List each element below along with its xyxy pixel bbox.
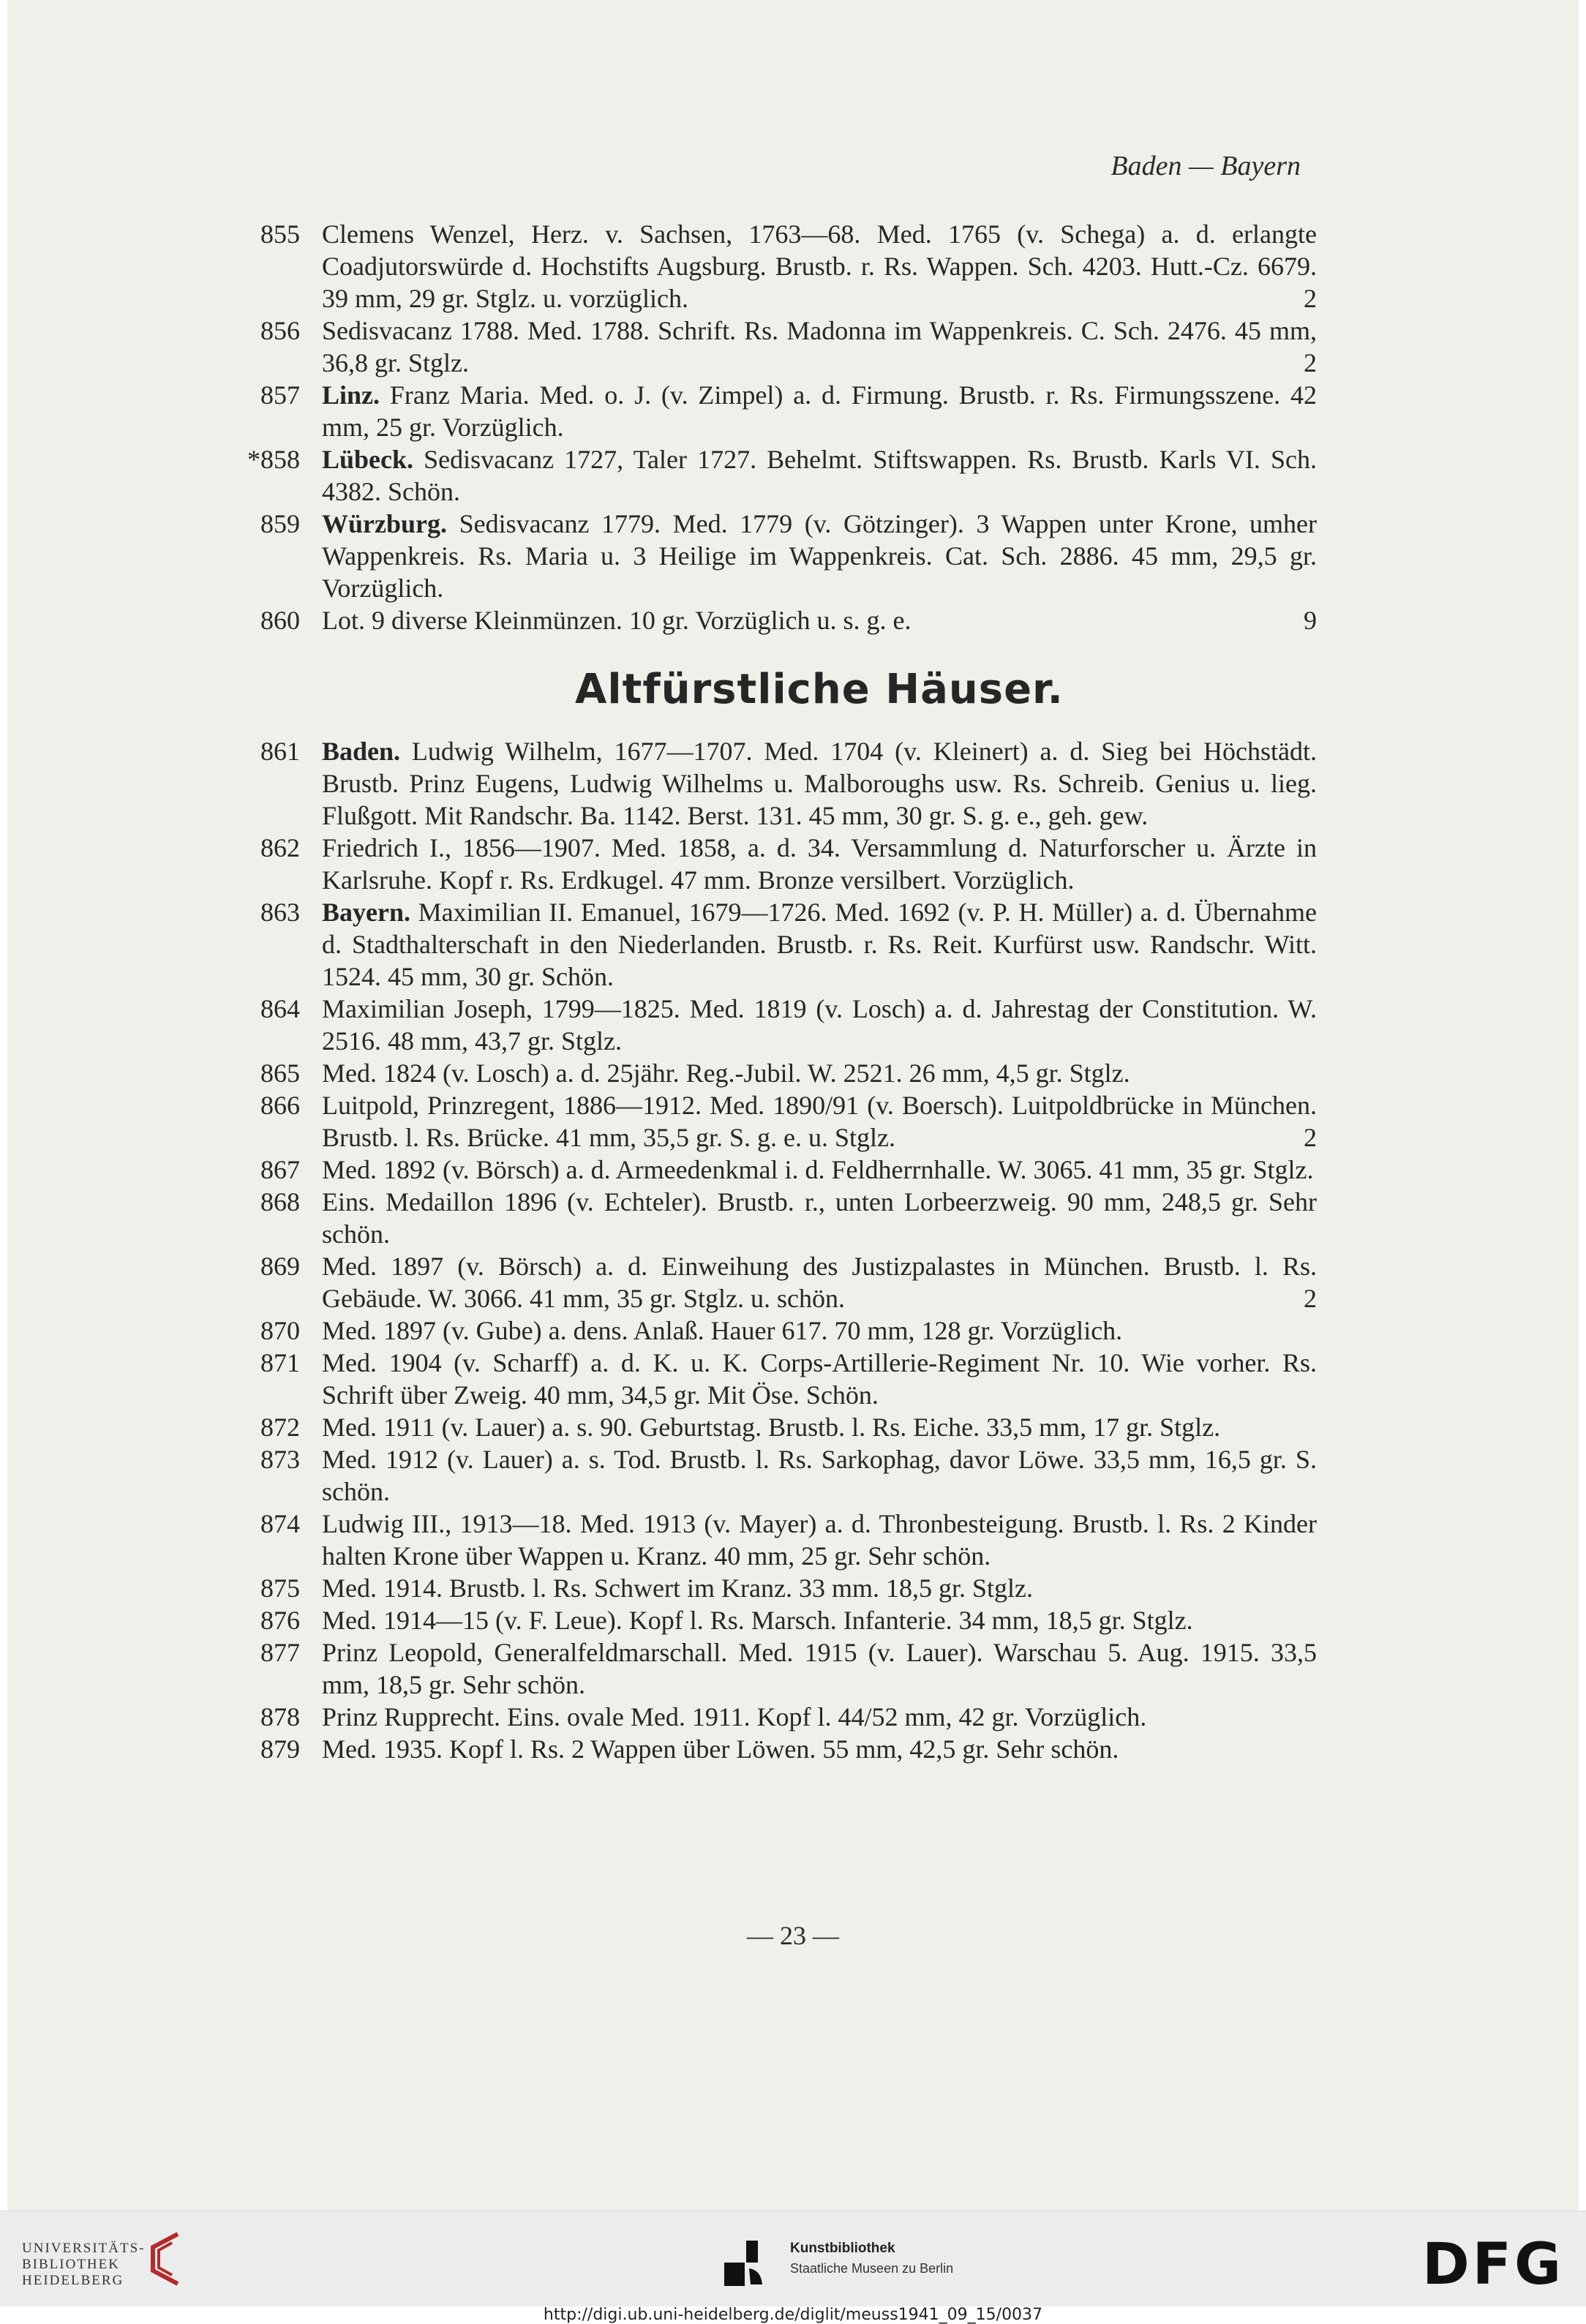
kunstbibliothek-mark-icon (724, 2241, 775, 2292)
entry-description: Luitpold, Prinzregent, 1886—1912. Med. 1890/91 (v. Boersch). Luitpoldbrücke in München. Brustb. l. Rs. Brücke. 41 mm, 35,5 gr. S. g. e. u. Stglz. (322, 1091, 1317, 1152)
scanned-page (7, 0, 1579, 2211)
catalog-entry (219, 379, 1317, 443)
entry-lead: Baden. (322, 737, 412, 766)
running-head: Baden — Bayern (1110, 151, 1301, 181)
footer-bar (0, 2211, 1586, 2306)
catalog-entry (219, 1186, 1317, 1250)
entry-description: Med. 1914—15 (v. F. Leue). Kopf l. Rs. Marsch. Infanterie. 34 mm, 18,5 gr. Stglz. (322, 1606, 1193, 1635)
catalog-entry (219, 1250, 1317, 1315)
catalog-entry (219, 735, 1317, 832)
entry-text (322, 604, 1317, 636)
ub-logo-line: UNIVERSITÄTS- (22, 2241, 146, 2256)
entry-price: 2 (1304, 1284, 1317, 1313)
kunstbibliothek-subtitle: Staatliche Museen zu Berlin (790, 2261, 954, 2276)
entry-text (322, 993, 1317, 1057)
entry-description: Med. 1897 (v. Börsch) a. d. Einweihung des Justizpalastes in München. Brustb. l. Rs. Gebäude. W. 3066. 41 mm, 35 gr. Stglz. u. schön. (322, 1252, 1317, 1313)
entry-description: Med. 1897 (v. Gube) a. dens. Anlaß. Hauer 617. 70 mm, 128 gr. Vorzüglich. (322, 1316, 1123, 1345)
entry-text (322, 218, 1317, 315)
entry-description: Ludwig III., 1913—18. Med. 1913 (v. Mayer) a. d. Thronbesteigung. Brustb. l. Rs. 2 Kinder halten Krone über Wappen u. Kranz. 40 mm, 25 gr. Sehr schön. (322, 1509, 1317, 1571)
entry-number: 868 (260, 1187, 300, 1216)
catalog-entry (219, 1315, 1317, 1347)
entry-text (322, 1250, 1317, 1315)
catalog-entry (219, 1154, 1317, 1186)
catalog-entry (219, 832, 1317, 896)
dfg-logo[interactable]: DFG (1421, 2232, 1564, 2298)
entry-description: Prinz Rupprecht. Eins. ovale Med. 1911. Kopf l. 44/52 mm, 42 gr. Vorzüglich. (322, 1702, 1147, 1731)
entry-number: 862 (260, 833, 300, 862)
entry-description: Eins. Medaillon 1896 (v. Echteler). Brustb. r., unten Lorbeerzweig. 90 mm, 248,5 gr. Sehr schön. (322, 1187, 1317, 1249)
entry-description: Prinz Leopold, Generalfeldmarschall. Med. 1915 (v. Lauer). Warschau 5. Aug. 1915. 33,5 mm, 18,5 gr. Sehr schön. (322, 1638, 1317, 1699)
entry-number: 867 (260, 1155, 300, 1184)
entry-description: Med. 1824 (v. Losch) a. d. 25jähr. Reg.-Jubil. W. 2521. 26 mm, 4,5 gr. Stglz. (322, 1058, 1130, 1088)
entry-text (322, 1508, 1317, 1572)
entry-text (322, 1154, 1317, 1186)
entry-number: 861 (260, 737, 300, 766)
entry-number: 865 (260, 1058, 300, 1088)
entry-number: 864 (260, 994, 300, 1023)
entry-description: Sedisvacanz 1779. Med. 1779 (v. Götzinger). 3 Wappen unter Krone, umher Wappenkreis. Rs. Maria u. 3 Heilige im Wappenkreis. Cat. Sch. 2886. 45 mm, 29,5 gr. Vorzüglich. (322, 509, 1317, 603)
entry-text (322, 1733, 1317, 1765)
catalog-entry (219, 315, 1317, 379)
entry-number: 859 (260, 509, 300, 538)
entry-text (322, 508, 1317, 604)
entry-price: 9 (1304, 606, 1317, 635)
catalog-entry (219, 1604, 1317, 1636)
entries-group-before (219, 218, 1317, 636)
catalog-entry (219, 1636, 1317, 1701)
entry-price: 2 (1304, 1123, 1317, 1152)
entry-description: Lot. 9 diverse Kleinmünzen. 10 gr. Vorzüglich u. s. g. e. (322, 606, 912, 635)
entry-description: Franz Maria. Med. o. J. (v. Zimpel) a. d. Firmung. Brustb. r. Rs. Firmungsszene. 42 mm, 25 gr. Vorzüglich. (322, 380, 1318, 442)
entry-description: Med. 1892 (v. Börsch) a. d. Armeedenkmal i. d. Feldherrnhalle. W. 3065. 41 mm, 35 gr. Stglz. (322, 1155, 1314, 1184)
ub-logo-line: HEIDELBERG (22, 2273, 124, 2288)
entry-lead: Lübeck. (322, 445, 424, 474)
catalog-list (219, 218, 1317, 1765)
entry-number: 872 (260, 1413, 300, 1442)
entry-text (322, 1636, 1317, 1701)
entry-description: Maximilian Joseph, 1799—1825. Med. 1819 (v. Losch) a. d. Jahrestag der Constitution. W. 2516. 48 mm, 43,7 gr. Stglz. (322, 994, 1317, 1056)
section-heading: Altfürstliche Häuser. (575, 666, 1064, 713)
catalog-entry (219, 1057, 1317, 1089)
entry-text (322, 443, 1317, 508)
catalog-entry (219, 1347, 1317, 1411)
entry-number: 876 (260, 1606, 300, 1635)
entry-text (322, 735, 1317, 832)
entry-description: Med. 1911 (v. Lauer) a. s. 90. Geburtstag. Brustb. l. Rs. Eiche. 33,5 mm, 17 gr. Stglz. (322, 1413, 1221, 1442)
entry-price: 2 (1304, 284, 1317, 313)
entry-number: 871 (260, 1348, 300, 1377)
catalog-entry (219, 1443, 1317, 1508)
entry-description: Maximilian II. Emanuel, 1679—1726. Med. 1692 (v. P. H. Müller) a. d. Übernahme d. Stadthalterschaft in den Niederlanden. Brustb. r. Rs. Reit. Kurfürst usw. Randschr. Witt. 1524. 45 mm, 30 gr. Schön. (322, 898, 1317, 991)
entry-description: Med. 1904 (v. Scharff) a. d. K. u. K. Corps-Artillerie-Regiment Nr. 10. Wie vorher. Rs. Schrift über Zweig. 40 mm, 34,5 gr. Mit Öse. Schön. (322, 1348, 1317, 1410)
permalink-url[interactable]: http://digi.ub.uni-heidelberg.de/diglit/meuss1941_09_15/0037 (543, 2306, 1043, 2324)
catalog-entry (219, 218, 1317, 315)
entry-number: 870 (260, 1316, 300, 1345)
entries-group-after (219, 735, 1317, 1765)
entry-number: 855 (260, 219, 300, 249)
catalog-entry (219, 508, 1317, 604)
entry-number: 877 (260, 1638, 300, 1667)
entry-description: Ludwig Wilhelm, 1677—1707. Med. 1704 (v. Kleinert) a. d. Sieg bei Höchstädt. Brustb. Prinz Eugens, Ludwig Wilhelms u. Malboroughs usw. Rs. Schreib. Genius u. lieg. Flußgott. Mit Randschr. Ba. 1142. Berst. 131. 45 mm, 30 gr. S. g. e., geh. gew. (322, 737, 1317, 830)
entry-text (322, 1572, 1317, 1604)
entry-number: 863 (260, 898, 300, 927)
entry-number: *858 (247, 445, 300, 474)
entry-text (322, 1057, 1317, 1089)
entry-number: 878 (260, 1702, 300, 1731)
entry-text (322, 315, 1317, 379)
entry-text (322, 1411, 1317, 1443)
entry-description: Sedisvacanz 1788. Med. 1788. Schrift. Rs. Madonna im Wappenkreis. C. Sch. 2476. 45 mm, 36,8 gr. Stglz. (322, 316, 1317, 377)
ub-logo-line: BIBLIOTHEK (22, 2257, 120, 2272)
catalog-entry (219, 1572, 1317, 1604)
kunstbibliothek-name: Kunstbibliothek (790, 2241, 895, 2256)
entry-text (322, 1315, 1317, 1347)
entry-lead: Bayern. (322, 898, 418, 927)
catalog-entry (219, 1733, 1317, 1765)
entry-text (322, 1089, 1317, 1154)
entry-description: Med. 1912 (v. Lauer) a. s. Tod. Brustb. l. Rs. Sarkophag, davor Löwe. 33,5 mm, 16,5 gr. S. schön. (322, 1445, 1317, 1506)
catalog-entry (219, 993, 1317, 1057)
entry-description: Friedrich I., 1856—1907. Med. 1858, a. d. 34. Versammlung d. Naturforscher u. Ärzte in Karlsruhe. Kopf r. Rs. Erdkugel. 47 mm. Bronze versilbert. Vorzüglich. (322, 833, 1317, 895)
entry-number: 873 (260, 1445, 300, 1474)
entry-text (322, 1604, 1317, 1636)
entry-price: 2 (1304, 348, 1317, 377)
ub-heidelberg-logo[interactable] (22, 2241, 146, 2289)
entry-text (322, 832, 1317, 896)
catalog-entry (219, 443, 1317, 508)
entry-number: 856 (260, 316, 300, 345)
catalog-entry (219, 1508, 1317, 1572)
entry-number: 857 (260, 380, 300, 410)
entry-description: Med. 1914. Brustb. l. Rs. Schwert im Kranz. 33 mm. 18,5 gr. Stglz. (322, 1573, 1033, 1603)
catalog-entry (219, 896, 1317, 993)
entry-description: Med. 1935. Kopf l. Rs. 2 Wappen über Löwen. 55 mm, 42,5 gr. Sehr schön. (322, 1734, 1119, 1764)
entry-text (322, 1186, 1317, 1250)
entry-text (322, 1443, 1317, 1508)
ub-logo-text (22, 2241, 146, 2289)
entry-number: 860 (260, 606, 300, 635)
entry-number: 879 (260, 1734, 300, 1764)
catalog-entry (219, 1411, 1317, 1443)
entry-description: Sedisvacanz 1727, Taler 1727. Behelmt. Stiftswappen. Rs. Brustb. Karls VI. Sch. 4382. Schön. (322, 445, 1317, 506)
entry-text (322, 379, 1317, 443)
entry-text (322, 1347, 1317, 1411)
catalog-entry (219, 1089, 1317, 1154)
entry-text (322, 896, 1317, 993)
entry-number: 866 (260, 1091, 300, 1120)
ub-logo-mark-icon (143, 2230, 187, 2288)
catalog-entry (219, 1701, 1317, 1733)
entry-description: Clemens Wenzel, Herz. v. Sachsen, 1763—68. Med. 1765 (v. Schega) a. d. erlangte Coadjutorswürde d. Hochstifts Augsburg. Brustb. r. Rs. Wappen. Sch. 4203. Hutt.-Cz. 6679. 39 mm, 29 gr. Stglz. u. vorzüglich. (322, 219, 1317, 313)
entry-lead: Würzburg. (322, 509, 459, 538)
entry-number: 875 (260, 1573, 300, 1603)
catalog-entry (219, 604, 1317, 636)
page-number: — 23 — (747, 1921, 839, 1950)
entry-lead: Linz. (322, 380, 390, 410)
entry-number: 874 (260, 1509, 300, 1538)
entry-number: 869 (260, 1252, 300, 1281)
entry-text (322, 1701, 1317, 1733)
